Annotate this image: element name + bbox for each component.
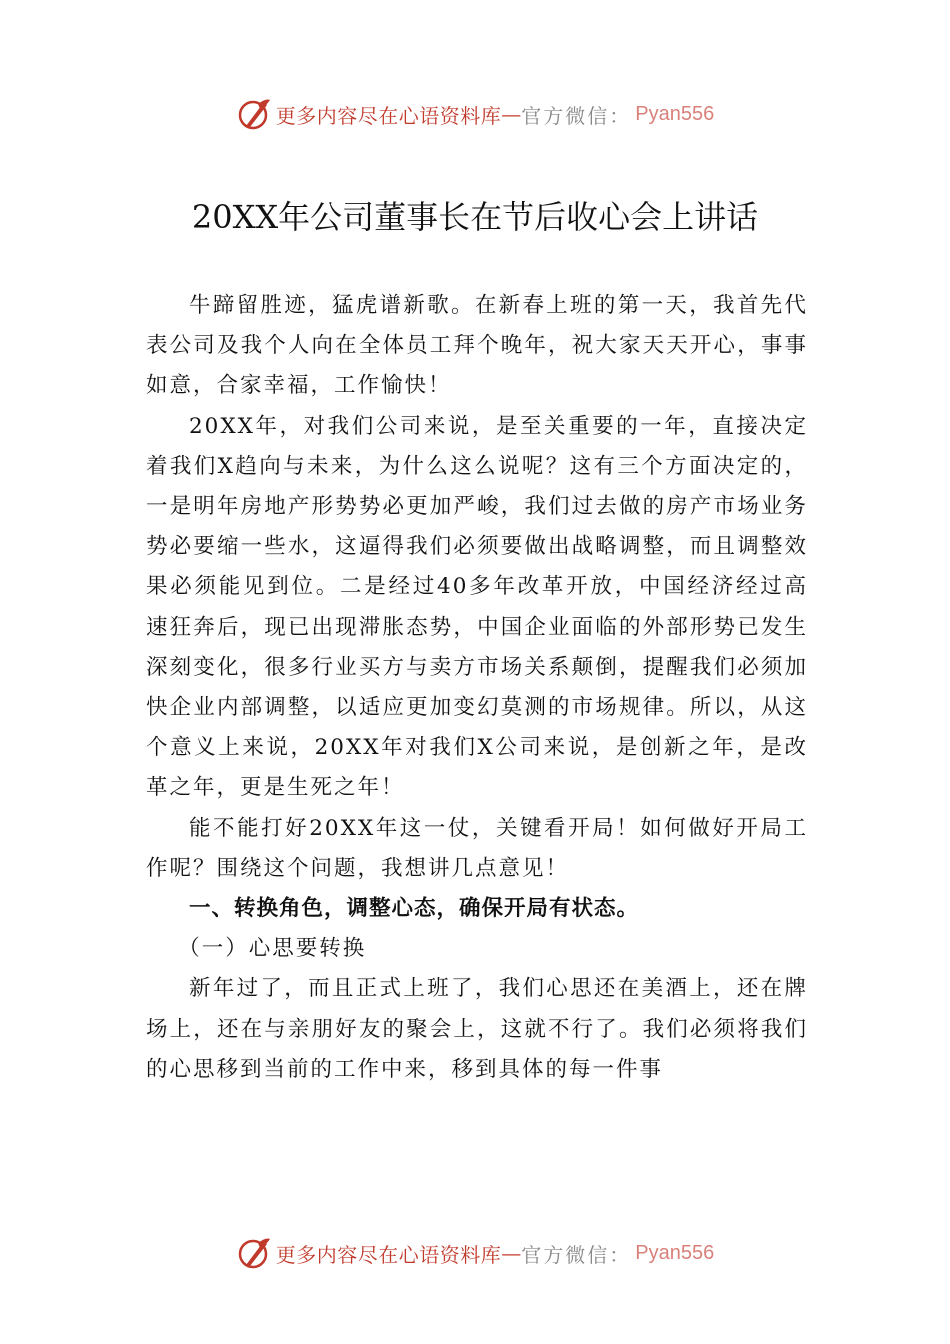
watermark-text: 更多内容尽在心语资料库	[275, 103, 502, 128]
watermark-label: 官方微信：	[521, 103, 632, 128]
watermark-id: Pyan556	[635, 102, 715, 125]
quill-logo-icon	[236, 1235, 272, 1271]
watermark-separator: —	[501, 1241, 522, 1265]
document-title: 20XX年公司董事长在节后收心会上讲话	[191, 198, 759, 236]
paragraph-4: 新年过了，而且正式上班了，我们心思还在美酒上，还在牌场上，还在与亲朋好友的聚会上，这就不行了。我们必须将我们的心思移到当前的工作中来，移到具体的每一件事	[146, 976, 808, 1082]
quill-logo-icon	[236, 96, 272, 132]
watermark-text: 更多内容尽在心语资料库	[275, 1242, 502, 1267]
watermark-label: 官方微信：	[521, 1242, 632, 1267]
footer-watermark	[0, 1233, 950, 1273]
document-body	[146, 286, 808, 1090]
paragraph-3: 能不能打好20XX年这一仗，关键看开局！如何做好开局工作呢？围绕这个问题，我想讲几点意见！	[146, 815, 808, 881]
paragraph-1: 牛蹄留胜迹，猛虎谱新歌。在新春上班的第一天，我首先代表公司及我个人向在全体员工拜个晚年，祝大家天天开心，事事如意，合家幸福，工作愉快！	[146, 293, 808, 399]
subsection-heading: （一）心思要转换	[178, 936, 367, 962]
section-heading: 一、转换角色，调整心态，确保开局有状态。	[189, 896, 640, 922]
watermark-separator: —	[501, 102, 522, 126]
watermark-id: Pyan556	[635, 1241, 715, 1264]
paragraph-2: 20XX年，对我们公司来说，是至关重要的一年，直接决定着我们X趋向与未来，为什么这么说呢？这有三个方面决定的，一是明年房地产形势势必更加严峻，我们过去做的房产市场业务势必要缩一些水，这逼得我们必须要做出战略调整，而且调整效果必须能见到位。二是经过40多年改革开放，中国经济经过高速狂奔后，现已出现滞胀态势，中国企业面临的外部形势已发生深刻变化，很多行业买方与卖方市场关系颠倒，提醒我们必须加快企业内部调整，以适应更加变幻莫测的市场规律。所以，从这个意义上来说，20XX年对我们X公司来说，是创新之年，是改革之年，更是生死之年！	[146, 413, 808, 801]
header-watermark	[0, 94, 950, 134]
